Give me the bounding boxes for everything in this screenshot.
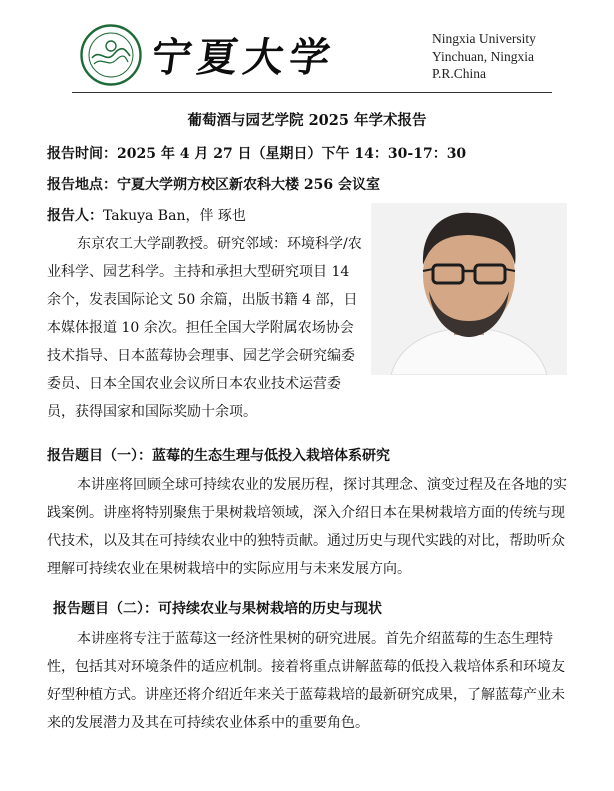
university-address [432, 30, 536, 83]
letterhead [0, 0, 614, 92]
header-divider [72, 92, 552, 93]
document-title: 葡萄酒与园艺学院 2025 年学术报告 [187, 112, 427, 129]
address-line: Yinchuan, Ningxia [432, 48, 534, 64]
university-seal-logo [80, 24, 142, 86]
university-name: 宁夏大学 [148, 34, 339, 81]
topic-one-description: 本讲座将回顾全球可持续农业的发展历程，探讨其理念、演变过程及在各地的实践案例。讲座将特别聚焦于果树栽培领域，深入介绍日本在果树栽培方面的传统与现代技术，以及其在可持续农业中的独特贡献。通过历史与现代实践的对比，帮助听众理解可持续农业在果树栽培中的实际应用与未来发展方向。 [47, 477, 567, 577]
report-location-label: 报告地点： [47, 177, 117, 193]
report-location [47, 174, 380, 194]
address-line: P.R.China [432, 66, 487, 81]
address-line: Ningxia University [432, 31, 536, 46]
speaker-line [47, 205, 246, 225]
report-location-value: 宁夏大学朔方校区新农科大楼 256 会议室 [117, 177, 380, 193]
speaker-bio-text: 东京农工大学副教授。研究邻域：环境科学/农业科学、园艺科学。主持和承担大型研究项目 14 余个，发表国际论文 50 余篇，出版书籍 4 部，日本媒体报道 10 余次。担任全国大学附属农场协会技术指导、日本蓝莓协会理事、园艺学会研究编委委员、日本全国农业会议所日本农业技术运营委员，获得国家和国际奖励十余项。 [47, 236, 362, 420]
speaker-name: Takuya Ban，伴 琢也 [103, 208, 246, 224]
topic-one-title: 报告题目（一）：蓝莓的生态生理与低投入栽培体系研究 [47, 448, 390, 464]
report-time-value: 2025 年 4 月 27 日（星期日）下午 14：30-17：30 [117, 146, 467, 162]
topic-two-description: 本讲座将专注于蓝莓这一经济性果树的研究进展。首先介绍蓝莓的生态生理特性，包括其对环境条件的适应机制。接着将重点讲解蓝莓的低投入栽培体系和环境友好型种植方式。讲座还将介绍近年来关于蓝莓栽培的最新研究成果，了解蓝莓产业未来的发展潜力及其在可持续农业体系中的重要角色。 [47, 631, 565, 731]
topic-two-title: 报告题目（二）：可持续农业与果树栽培的历史与现状 [53, 601, 382, 617]
speaker-label: 报告人： [47, 208, 103, 224]
speaker-bio [47, 230, 567, 426]
report-time [47, 143, 466, 163]
report-time-label: 报告时间： [47, 146, 117, 162]
